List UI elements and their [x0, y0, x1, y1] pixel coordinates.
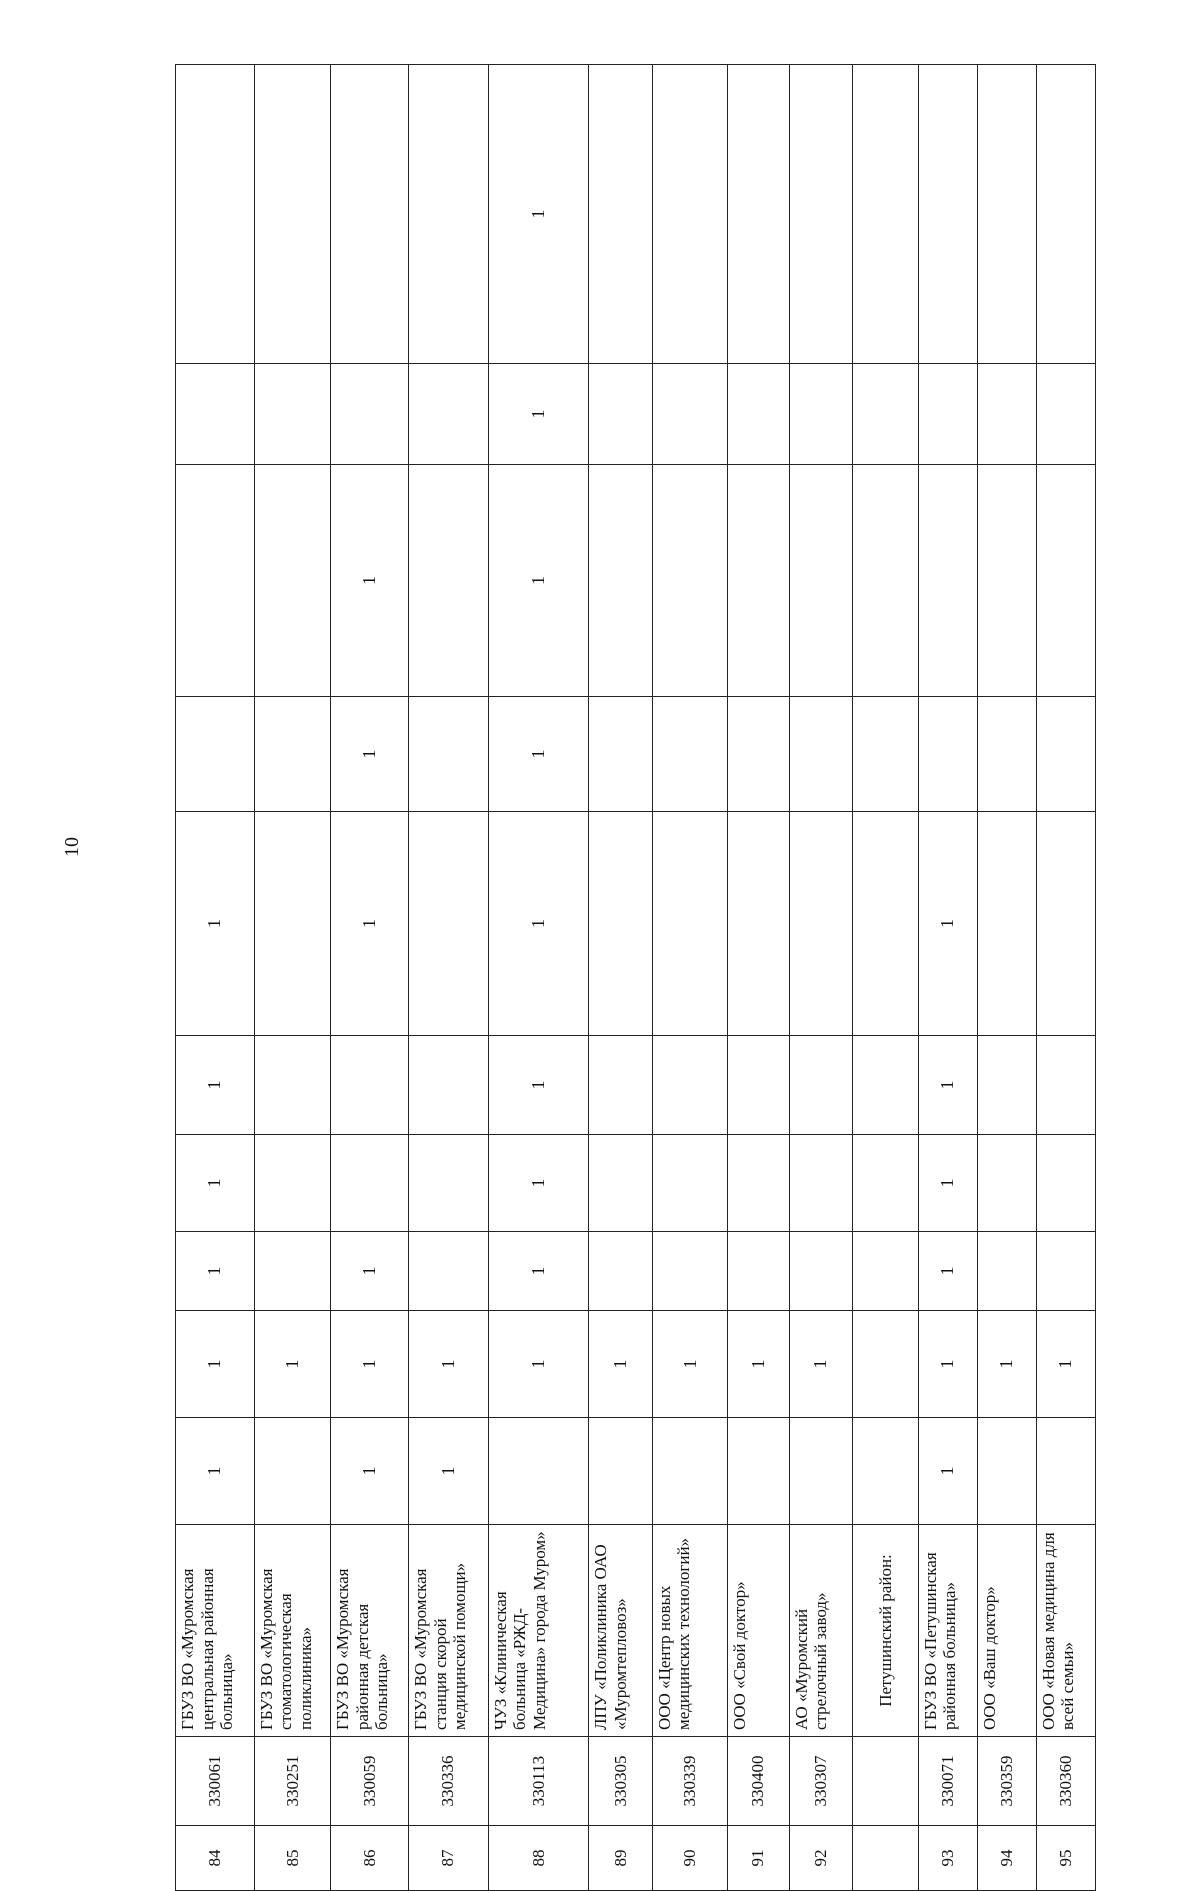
table-row	[176, 65, 255, 1891]
mark-cell	[589, 364, 652, 465]
organization-code: 330359	[977, 1737, 1036, 1826]
mark-cell	[853, 364, 919, 465]
organization-name: АО «Муромский стрелочный завод»	[789, 1525, 852, 1737]
table-row	[331, 65, 409, 1891]
mark-cell	[728, 812, 789, 1036]
mark-cell	[589, 1232, 652, 1311]
mark-cell	[977, 465, 1036, 697]
mark-cell	[1036, 364, 1095, 465]
organization-code: 330061	[176, 1737, 255, 1826]
mark-cell	[254, 465, 331, 697]
mark-cell	[408, 65, 488, 364]
mark-cell	[977, 1036, 1036, 1135]
table-row	[789, 65, 852, 1891]
mark-cell: 1	[789, 1311, 852, 1418]
mark-cell	[977, 65, 1036, 364]
mark-cell: 1	[652, 1311, 727, 1418]
mark-cell: 1	[488, 1135, 589, 1232]
table-row	[918, 65, 977, 1891]
row-number: 91	[728, 1826, 789, 1891]
mark-cell	[918, 697, 977, 812]
mark-cell: 1	[918, 1135, 977, 1232]
mark-cell: 1	[488, 1232, 589, 1311]
row-number: 94	[977, 1826, 1036, 1891]
mark-cell	[176, 465, 255, 697]
organization-code: 330071	[918, 1737, 977, 1826]
mark-cell	[488, 1418, 589, 1525]
mark-cell	[589, 812, 652, 1036]
mark-cell: 1	[176, 1135, 255, 1232]
mark-cell	[1036, 1036, 1095, 1135]
mark-cell: 1	[918, 1232, 977, 1311]
mark-cell: 1	[488, 812, 589, 1036]
mark-cell	[254, 1036, 331, 1135]
mark-cell: 1	[408, 1311, 488, 1418]
mark-cell	[977, 812, 1036, 1036]
mark-cell	[977, 364, 1036, 465]
mark-cell	[408, 1036, 488, 1135]
organization-code: 330360	[1036, 1737, 1095, 1826]
row-number: 87	[408, 1826, 488, 1891]
table-row	[1036, 65, 1095, 1891]
organization-code: 330059	[331, 1737, 409, 1826]
row-number: 95	[1036, 1826, 1095, 1891]
organization-name: ООО «Центр новых медицинских технологий»	[652, 1525, 727, 1737]
mark-cell	[977, 697, 1036, 812]
mark-cell	[789, 465, 852, 697]
mark-cell	[728, 1036, 789, 1135]
mark-cell	[589, 1036, 652, 1135]
mark-cell	[918, 65, 977, 364]
mark-cell: 1	[918, 1311, 977, 1418]
mark-cell	[408, 364, 488, 465]
mark-cell	[1036, 1232, 1095, 1311]
page-number: 10	[61, 837, 83, 857]
organization-code: 330339	[652, 1737, 727, 1826]
organizations-table-wrapper	[175, 65, 1096, 1891]
mark-cell	[1036, 65, 1095, 364]
mark-cell	[254, 1135, 331, 1232]
row-number: 85	[254, 1826, 331, 1891]
mark-cell	[254, 812, 331, 1036]
mark-cell	[408, 1135, 488, 1232]
mark-cell	[652, 1418, 727, 1525]
row-number: 86	[331, 1826, 409, 1891]
mark-cell	[789, 1135, 852, 1232]
mark-cell	[1036, 697, 1095, 812]
mark-cell: 1	[589, 1311, 652, 1418]
organization-code	[853, 1737, 919, 1826]
row-number	[853, 1826, 919, 1891]
table-row	[488, 65, 589, 1891]
mark-cell	[331, 65, 409, 364]
mark-cell: 1	[488, 65, 589, 364]
mark-cell: 1	[176, 1311, 255, 1418]
organization-code: 330113	[488, 1737, 589, 1826]
mark-cell: 1	[977, 1311, 1036, 1418]
row-number: 90	[652, 1826, 727, 1891]
mark-cell	[331, 1036, 409, 1135]
mark-cell	[331, 364, 409, 465]
mark-cell	[853, 1232, 919, 1311]
mark-cell	[918, 364, 977, 465]
mark-cell	[254, 65, 331, 364]
mark-cell: 1	[331, 1418, 409, 1525]
mark-cell	[977, 1418, 1036, 1525]
mark-cell	[254, 1418, 331, 1525]
table-row	[853, 65, 919, 1891]
mark-cell: 1	[918, 812, 977, 1036]
mark-cell	[789, 697, 852, 812]
table-row	[728, 65, 789, 1891]
table-row	[977, 65, 1036, 1891]
row-number: 89	[589, 1826, 652, 1891]
mark-cell	[853, 465, 919, 697]
organization-name: ГБУЗ ВО «Муромская районная детская больница»	[331, 1525, 409, 1737]
mark-cell: 1	[176, 1418, 255, 1525]
mark-cell: 1	[331, 697, 409, 812]
mark-cell	[652, 465, 727, 697]
table-row	[652, 65, 727, 1891]
mark-cell: 1	[488, 1036, 589, 1135]
organization-name: ГБУЗ ВО «Муромская станция скорой медицинской помощи»	[408, 1525, 488, 1737]
row-number: 84	[176, 1826, 255, 1891]
mark-cell	[254, 697, 331, 812]
mark-cell	[1036, 812, 1095, 1036]
mark-cell: 1	[918, 1418, 977, 1525]
table-body	[176, 65, 1096, 1891]
mark-cell	[589, 1135, 652, 1232]
mark-cell	[789, 1232, 852, 1311]
mark-cell	[1036, 1135, 1095, 1232]
organization-code: 330307	[789, 1737, 852, 1826]
mark-cell	[652, 1135, 727, 1232]
mark-cell	[853, 812, 919, 1036]
mark-cell: 1	[488, 465, 589, 697]
mark-cell	[789, 364, 852, 465]
mark-cell	[408, 812, 488, 1036]
organization-code: 330400	[728, 1737, 789, 1826]
mark-cell	[589, 65, 652, 364]
mark-cell	[728, 65, 789, 364]
mark-cell	[853, 1036, 919, 1135]
mark-cell	[254, 364, 331, 465]
mark-cell: 1	[176, 1036, 255, 1135]
mark-cell	[789, 65, 852, 364]
mark-cell: 1	[488, 1311, 589, 1418]
mark-cell	[254, 1232, 331, 1311]
organization-code: 330251	[254, 1737, 331, 1826]
row-number: 93	[918, 1826, 977, 1891]
row-number: 92	[789, 1826, 852, 1891]
table-row	[408, 65, 488, 1891]
mark-cell	[1036, 1418, 1095, 1525]
mark-cell	[853, 1311, 919, 1418]
mark-cell	[331, 1135, 409, 1232]
mark-cell	[728, 465, 789, 697]
organization-code: 330336	[408, 1737, 488, 1826]
mark-cell: 1	[176, 812, 255, 1036]
mark-cell: 1	[408, 1418, 488, 1525]
mark-cell	[408, 465, 488, 697]
row-number: 88	[488, 1826, 589, 1891]
mark-cell: 1	[331, 465, 409, 697]
organization-name: ООО «Свой доктор»	[728, 1525, 789, 1737]
mark-cell	[728, 697, 789, 812]
mark-cell	[652, 65, 727, 364]
mark-cell	[408, 697, 488, 812]
mark-cell: 1	[331, 1311, 409, 1418]
mark-cell	[728, 1135, 789, 1232]
mark-cell	[652, 812, 727, 1036]
organization-name: ООО «Ваш доктор»	[977, 1525, 1036, 1737]
mark-cell	[789, 1418, 852, 1525]
mark-cell	[728, 1418, 789, 1525]
mark-cell	[853, 697, 919, 812]
mark-cell: 1	[176, 1232, 255, 1311]
table-row	[589, 65, 652, 1891]
organization-name: ООО «Новая медицина для всей семьи»	[1036, 1525, 1095, 1737]
mark-cell: 1	[488, 697, 589, 812]
mark-cell	[589, 1418, 652, 1525]
mark-cell	[176, 65, 255, 364]
mark-cell	[408, 1232, 488, 1311]
mark-cell	[176, 364, 255, 465]
organization-name: ГБУЗ ВО «Петушинская районная больница»	[918, 1525, 977, 1737]
table-row	[254, 65, 331, 1891]
mark-cell	[789, 1036, 852, 1135]
mark-cell: 1	[331, 812, 409, 1036]
mark-cell	[1036, 465, 1095, 697]
mark-cell	[853, 65, 919, 364]
organizations-table	[175, 64, 1096, 1891]
mark-cell	[789, 812, 852, 1036]
mark-cell	[977, 1135, 1036, 1232]
mark-cell	[652, 364, 727, 465]
mark-cell	[853, 1418, 919, 1525]
mark-cell	[977, 1232, 1036, 1311]
mark-cell	[589, 697, 652, 812]
mark-cell	[176, 697, 255, 812]
district-header: Петушинский район:	[853, 1525, 919, 1737]
organization-code: 330305	[589, 1737, 652, 1826]
organization-name: ЧУЗ «Клиническая больница «РЖД-Медицина» города Муром»	[488, 1525, 589, 1737]
mark-cell	[918, 465, 977, 697]
mark-cell: 1	[1036, 1311, 1095, 1418]
mark-cell: 1	[254, 1311, 331, 1418]
mark-cell	[652, 1232, 727, 1311]
mark-cell	[652, 1036, 727, 1135]
mark-cell	[728, 1232, 789, 1311]
mark-cell: 1	[728, 1311, 789, 1418]
mark-cell	[589, 465, 652, 697]
mark-cell	[853, 1135, 919, 1232]
mark-cell: 1	[918, 1036, 977, 1135]
mark-cell: 1	[331, 1232, 409, 1311]
mark-cell: 1	[488, 364, 589, 465]
mark-cell	[728, 364, 789, 465]
organization-name: ГБУЗ ВО «Муромская стоматологическая поликлиника»	[254, 1525, 331, 1737]
organization-name: ЛПУ «Поликлиника ОАО «Муромтепловоз»	[589, 1525, 652, 1737]
organization-name: ГБУЗ ВО «Муромская центральная районная больница»	[176, 1525, 255, 1737]
mark-cell	[652, 697, 727, 812]
